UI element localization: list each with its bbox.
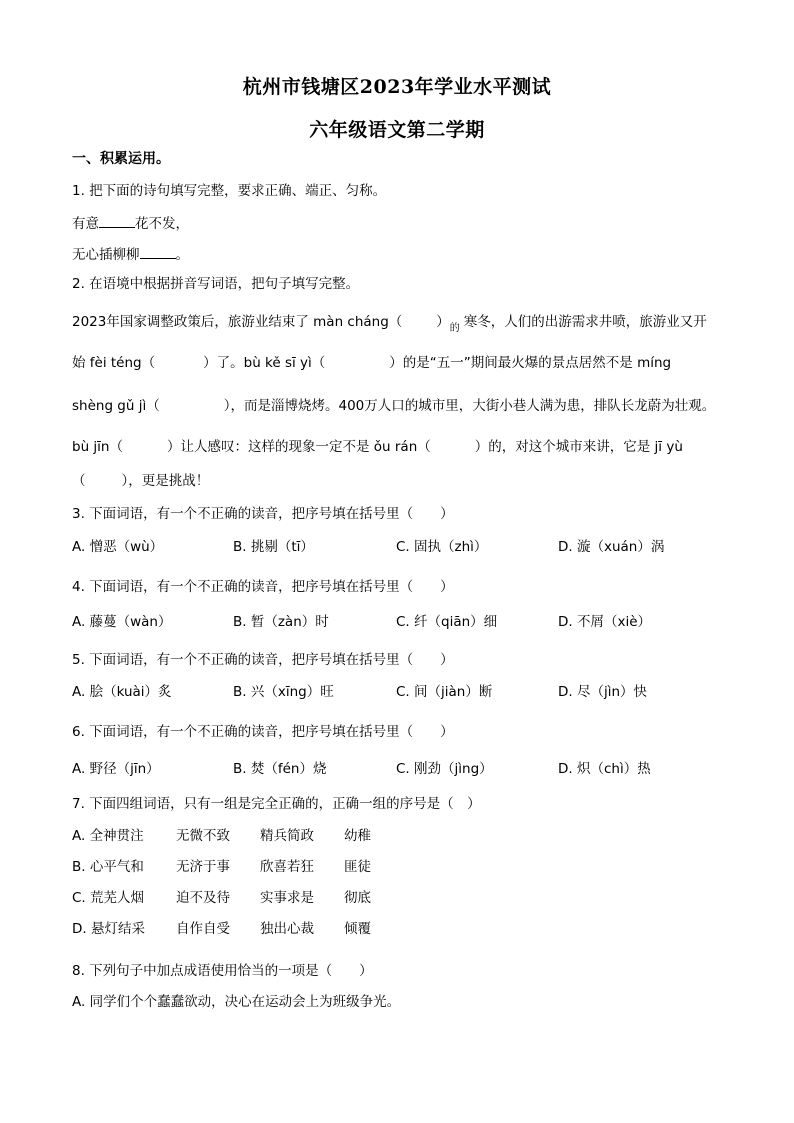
q8-stem: 8. 下列句子中加点成语使用恰当的一项是（ ） (72, 963, 373, 979)
q6-option-b[interactable]: B. 焚（fén）烧 (233, 761, 327, 777)
q2-p3-seg1: shèng gǔ jì（ (72, 398, 160, 414)
q2-paragraph-line-2 (72, 354, 724, 372)
q7-option-a[interactable]: A. 全神贯注 (72, 828, 144, 844)
q1-line1-post: 花不发， (135, 216, 189, 232)
q2-p4-seg1: bù jīn（ (72, 439, 123, 455)
q2-paragraph-line-3 (72, 397, 724, 415)
q7-word: 迫不及待 (176, 890, 230, 906)
q2-p1-seg2: ） (436, 314, 450, 330)
q5-option-d[interactable]: D. 尽（jìn）快 (558, 684, 648, 700)
q7-word: 实事求是 (260, 890, 314, 906)
q7-word: 独出心裁 (260, 921, 314, 937)
q7-word: 无济于事 (176, 859, 230, 875)
q2-paragraph-line-1 (72, 313, 724, 334)
q3-stem: 3. 下面词语，有一个不正确的读音，把序号填在括号里（ ） (72, 506, 454, 522)
q2-p3-seg2: ），而是淄博烧烤。400万人口的城市里，大街小巷人满为患，排队长龙蔚为壮观。 (223, 398, 716, 414)
q2-paragraph-line-4 (72, 438, 724, 456)
q8-option-a[interactable]: A. 同学们个个蠢蠢欲动，决心在运动会上为班级争光。 (72, 994, 401, 1010)
document-title: 杭州市钱塘区2023年学业水平测试 (242, 76, 552, 98)
q2-p1-seg1: 2023年国家调整政策后，旅游业结束了 màn cháng（ (72, 314, 403, 330)
q1-line2-post: 。 (175, 247, 189, 263)
q2-p2-seg2: ）了。bù kě sī yì（ (203, 355, 326, 371)
q4-option-a[interactable]: A. 藤蔓（wàn） (72, 614, 172, 630)
q4-stem: 4. 下面词语，有一个不正确的读音，把序号填在括号里（ ） (72, 579, 454, 595)
q1-line2-pre: 无心插柳柳 (72, 247, 140, 263)
q5-stem: 5. 下面词语，有一个不正确的读音，把序号填在括号里（ ） (72, 652, 454, 668)
q2-p2-seg3: ）的是“五一”期间最火爆的景点居然不是 míng (389, 355, 672, 371)
q4-option-c[interactable]: C. 纤（qiān）细 (396, 614, 498, 630)
q1-blank-1[interactable] (99, 213, 135, 228)
q5-option-c[interactable]: C. 间（jiàn）断 (396, 684, 493, 700)
q2-p1-seg4: 寒冬，人们的出游需求井喷，旅游业又开 (463, 314, 707, 330)
q7-word: 幼稚 (344, 828, 371, 844)
q7-word: 彻底 (344, 890, 371, 906)
q5-option-b[interactable]: B. 兴（xīng）旺 (233, 684, 334, 700)
q2-p2-seg1: 始 fèi téng（ (72, 355, 156, 371)
q1-line1 (72, 213, 189, 233)
q6-option-c[interactable]: C. 刚劲（jìng） (396, 761, 493, 777)
q7-word: 无微不致 (176, 828, 230, 844)
q7-stem: 7. 下面四组词语，只有一组是完全正确的，正确一组的序号是（ ） (72, 796, 481, 812)
q3-option-d[interactable]: D. 漩（xuán）涡 (558, 539, 665, 555)
q2-p5-seg1: （ (72, 473, 86, 489)
q7-word: 欣喜若狂 (260, 859, 314, 875)
q2-paragraph-line-5 (72, 472, 724, 490)
q7-word: 自作自受 (176, 921, 230, 937)
q7-word: 精兵简政 (260, 828, 314, 844)
q3-option-b[interactable]: B. 挑剔（tī） (233, 539, 314, 555)
q3-option-a[interactable]: A. 憎恶（wù） (72, 539, 164, 555)
q2-p1-seg3: 的 (449, 323, 460, 334)
q2-p4-seg3: ）的，对这个城市来讲，它是 jī yù (474, 439, 683, 455)
q3-option-c[interactable]: C. 固执（zhì） (396, 539, 488, 555)
q5-option-a[interactable]: A. 脍（kuài）炙 (72, 684, 172, 700)
q6-option-a[interactable]: A. 野径（jīn） (72, 761, 160, 777)
q2-p5-seg2: ），更是挑战！ (121, 473, 210, 489)
q1-line2 (72, 244, 189, 264)
q7-word: 匪徒 (344, 859, 371, 875)
q7-word: 倾覆 (344, 921, 371, 937)
q4-option-d[interactable]: D. 不屑（xiè） (558, 614, 652, 630)
section-heading: 一、积累运用。 (72, 151, 170, 167)
q2-stem: 2. 在语境中根据拼音写词语，把句子填写完整。 (72, 276, 360, 292)
document-subtitle: 六年级语文第二学期 (309, 119, 485, 141)
q6-option-d[interactable]: D. 炽（chì）热 (558, 761, 651, 777)
q2-p4-seg2: ）让人感叹：这样的现象一定不是 ǒu rán（ (166, 439, 431, 455)
q1-blank-2[interactable] (140, 244, 176, 259)
q1-line1-pre: 有意 (72, 216, 99, 232)
q6-stem: 6. 下面词语，有一个不正确的读音，把序号填在括号里（ ） (72, 724, 454, 740)
q7-option-b[interactable]: B. 心平气和 (72, 859, 144, 875)
q4-option-b[interactable]: B. 暂（zàn）时 (233, 614, 329, 630)
q1-stem: 1. 把下面的诗句填写完整，要求正确、端正、匀称。 (72, 183, 387, 199)
q7-option-d[interactable]: D. 悬灯结采 (72, 921, 145, 937)
q7-option-c[interactable]: C. 荒芜人烟 (72, 890, 145, 906)
